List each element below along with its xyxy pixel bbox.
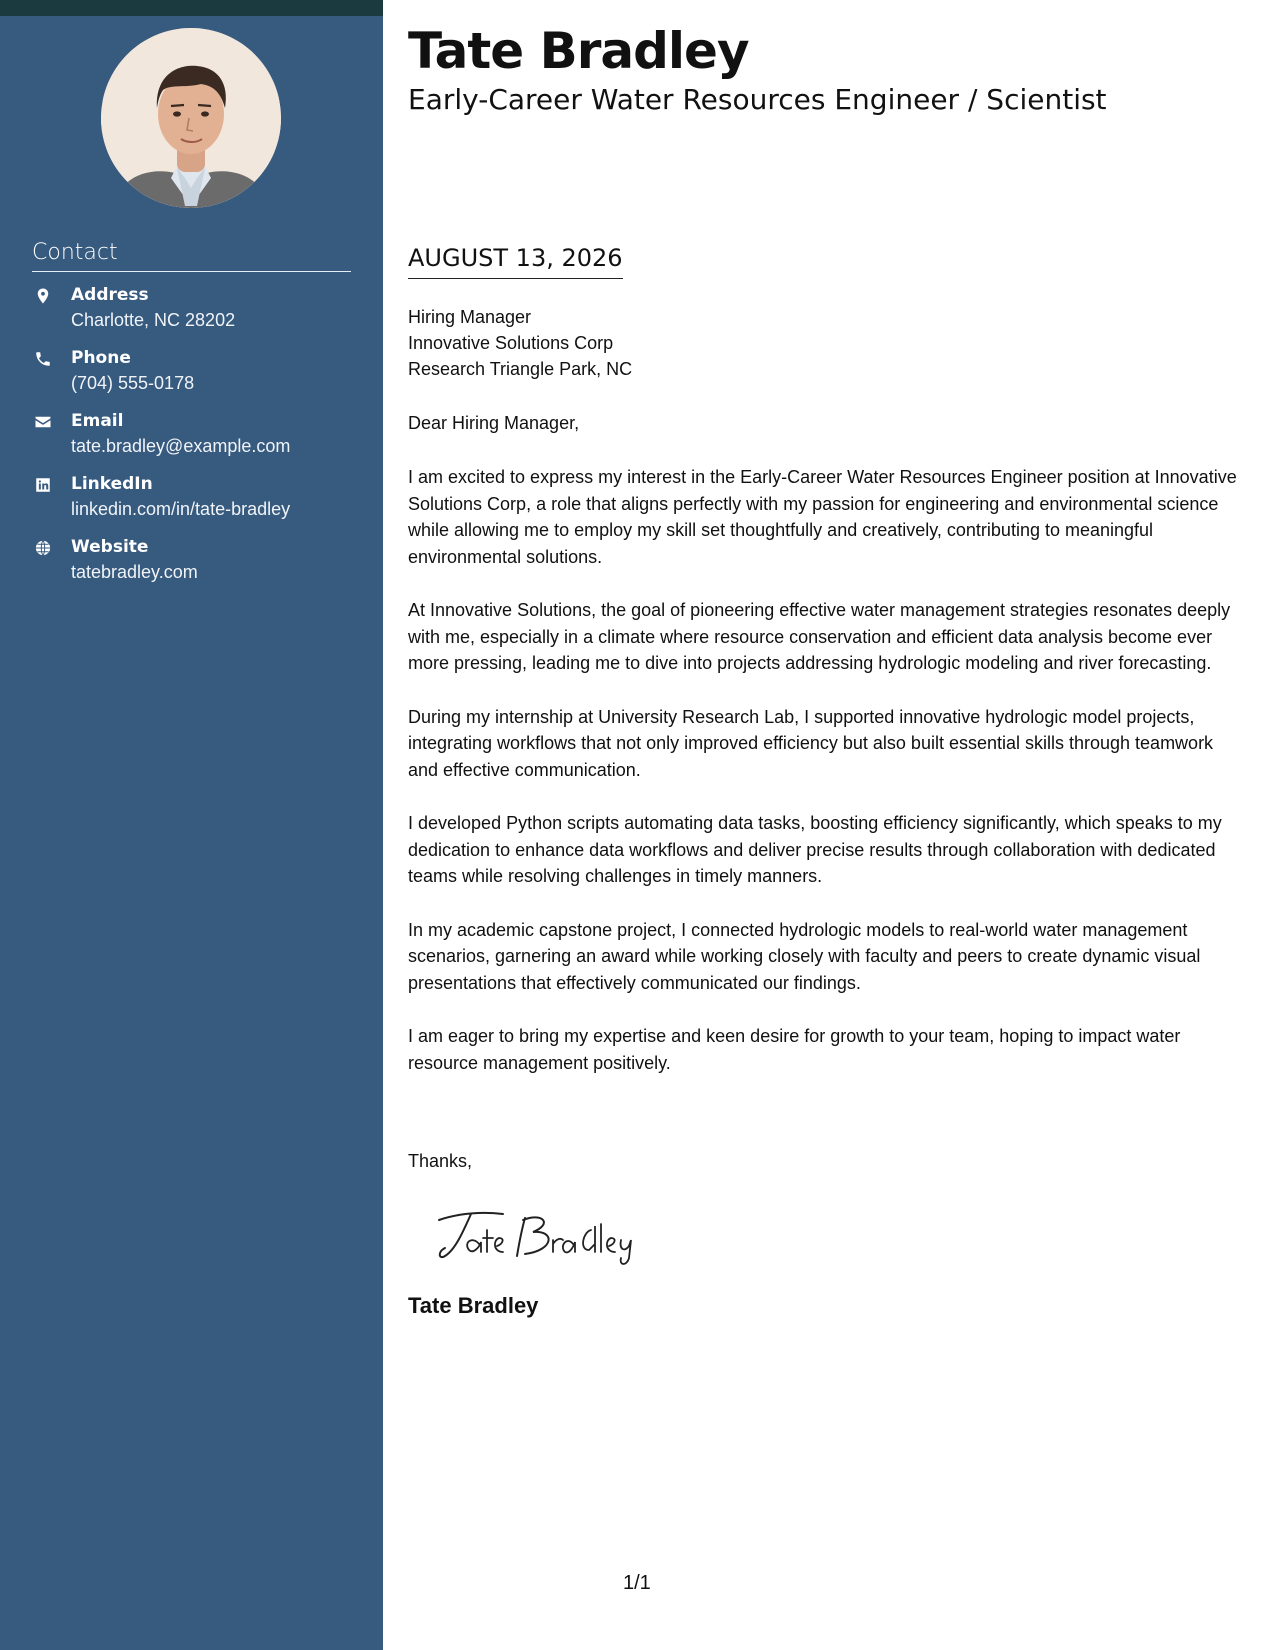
linkedin-icon <box>34 476 52 494</box>
contact-phone <box>32 347 362 410</box>
contact-value: (704) 555-0178 <box>71 373 195 393</box>
contact-label: LinkedIn <box>71 474 153 494</box>
salutation: Dear Hiring Manager, <box>408 413 580 433</box>
contact-label: Email <box>71 411 124 431</box>
contact-website <box>32 536 362 599</box>
handwritten-signature <box>433 1200 643 1275</box>
letter-body <box>408 464 1243 1103</box>
contact-linkedin <box>32 473 362 536</box>
body-paragraph: In my academic capstone project, I connected hydrologic models to real-world water management scenarios, garnering an award while working closely with faculty and peers to create dynamic visual presentations that effectively communicated our findings. <box>408 919 1201 993</box>
map-pin-icon <box>34 287 52 305</box>
body-paragraph: At Innovative Solutions, the goal of pioneering effective water management strategies resonates deeply with me, especially in a climate where resource conservation and efficient data analysis become ever more pressing, leading me to dive into projects addressing hydrologic modeling and river forecasting. <box>408 600 1231 673</box>
letter-date: AUGUST 13, 2026 <box>408 244 623 279</box>
avatar <box>101 28 281 208</box>
contact-value: linkedin.com/in/tate-bradley <box>71 499 291 519</box>
signature-image <box>433 1200 643 1270</box>
contact-value: tatebradley.com <box>71 562 198 582</box>
signed-name: Tate Bradley <box>408 1293 539 1318</box>
contact-value: Charlotte, NC 28202 <box>71 310 236 330</box>
contact-label: Address <box>71 285 149 305</box>
globe-icon <box>34 539 52 557</box>
body-paragraph: I am excited to express my interest in the Early-Career Water Resources Engineer position at Innovative Solutions Corp, a role that aligns perfectly with my passion for engineering and environmental science while allowing me to employ my skill set thoughtfully and creatively, contributing to meaningful environmental solutions. <box>408 467 1237 567</box>
body-paragraph: I am eager to bring my expertise and keen desire for growth to your team, hoping to impact water resource management positively. <box>408 1026 1181 1073</box>
recipient-line: Research Triangle Park, NC <box>408 359 633 379</box>
sidebar <box>0 0 383 1650</box>
recipient-line: Hiring Manager <box>408 307 532 327</box>
sidebar-top-bar <box>0 0 383 16</box>
contact-label: Phone <box>71 348 131 368</box>
contact-list <box>32 284 362 599</box>
contact-email <box>32 410 362 473</box>
candidate-name: Tate Bradley <box>408 22 749 80</box>
candidate-headline: Early-Career Water Resources Engineer / Scientist <box>408 83 1107 116</box>
contact-label: Website <box>71 537 149 557</box>
contact-heading: Contact <box>32 240 351 272</box>
body-paragraph: During my internship at University Research Lab, I supported innovative hydrologic model projects, integrating workflows that not only improved efficiency but also built essential skills through teamwork and effective communication. <box>408 706 1214 780</box>
recipient-block <box>408 304 632 382</box>
recipient-line: Innovative Solutions Corp <box>408 333 614 353</box>
phone-icon <box>34 350 52 368</box>
envelope-icon <box>34 413 52 431</box>
contact-value: tate.bradley@example.com <box>71 436 291 456</box>
closing: Thanks, <box>408 1151 473 1171</box>
profile-photo <box>101 28 281 208</box>
page-number: 1/1 <box>623 1572 651 1594</box>
contact-address <box>32 284 362 347</box>
body-paragraph: I developed Python scripts automating data tasks, boosting efficiency significantly, which speaks to my dedication to enhance data workflows and deliver precise results through collaboration with dedicated teams while resolving challenges in timely manners. <box>408 813 1222 886</box>
